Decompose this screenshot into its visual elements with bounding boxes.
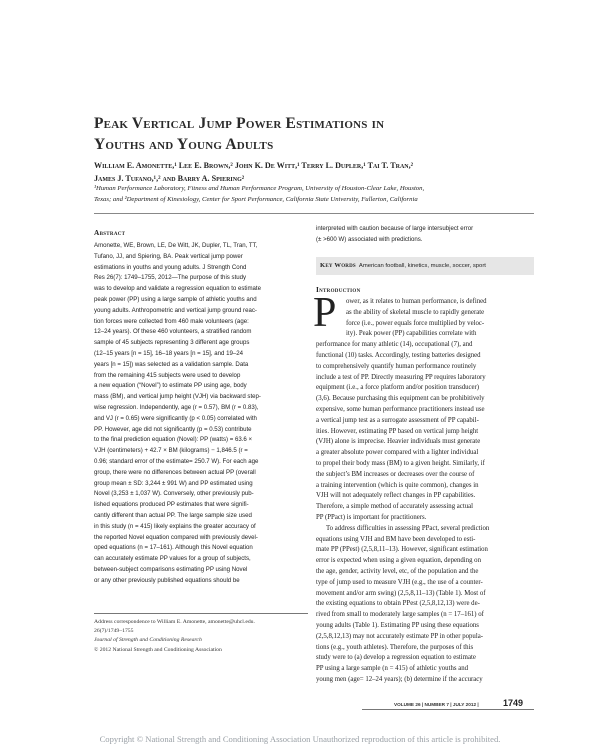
abstract-continuation (316, 224, 536, 246)
introduction-line: equations using VJH and BM have been developed to esti- (316, 535, 476, 543)
abstract-line: lished equations produced PP estimates that were signifi- (94, 501, 249, 509)
abstract-line: from the remaining 415 subjects were used to develop (94, 371, 241, 379)
abstract-line: (12–15 years [n = 15], 16–18 years [n = 15], and 19–24 (94, 349, 244, 357)
abstract-line: was to develop and validate a regression equation to estimate (94, 285, 262, 293)
author-line: James J. Tufano,¹,² and Barry A. Spiering² (94, 173, 245, 183)
key-words-box (316, 257, 534, 275)
introduction-line: (3,6). Because purchasing this equipment can be prohibitively (316, 395, 485, 403)
introduction-line: a training intervention (which is quite common), changes in (316, 481, 479, 489)
key-words-text: American football, kinetics, muscle, soccer, sport (358, 263, 486, 269)
introduction-line: PP (PPact) is important for practitioners. (316, 513, 427, 521)
drop-cap: P (313, 290, 337, 336)
abstract-line: 12–24 years). Of these 460 volunteers, a stratified random (94, 328, 252, 336)
abstract-line: the reported Novel equation compared with previously devel- (94, 533, 258, 541)
abstract-line: oped equations (n = 17–161). Although this Novel equation (94, 544, 253, 552)
abstract-line: and VJ (r = 0.65) were significantly (p < 0.05) correlated with (94, 414, 257, 422)
affiliation-line: ¹Human Performance Laboratory, Fitness and Human Performance Program, University of Houston-Clear Lake, Houston, (94, 185, 425, 192)
header-divider (94, 213, 534, 214)
abstract-heading: Abstract (94, 228, 126, 237)
introduction-line: PP using a large sample (n = 415) of athletic youths and (316, 665, 469, 673)
abstract-line: cantly different than actual PP. The large sample size used (94, 511, 252, 519)
abstract-line: Tufano, JJ, and Spiering, BA. Peak vertical jump power (94, 252, 243, 260)
introduction-line: force (i.e., power equals force multiplied by veloc- (346, 319, 485, 327)
abstract-line: PP. However, age did not significantly (p = 0.53) contribute (94, 425, 252, 433)
abstract-line: Res 26(7): 1749–1755, 2012—The purpose of this study (94, 274, 247, 282)
abstract-line: 0.96; standard error of the estimate= 250.7 W). For each age (94, 457, 259, 465)
abstract-line: a new equation (“Novel”) to estimate PP using age, body (94, 382, 247, 390)
abstract-line: VJH (centimeters) + 42.7 × BM (kilograms) − 1,846.5 (r = (94, 447, 248, 455)
introduction-line: young men (age= 12–24 years); (b) determine if the accuracy (316, 675, 483, 683)
footnote (94, 618, 308, 655)
abstract-body (94, 241, 308, 587)
abstract-line: years [n = 15]) was selected as a validation sample. Data (94, 360, 249, 368)
author-line: William E. Amonette,¹ Lee E. Brown,² John K. De Witt,¹ Terry L. Dupler,¹ Tai T. Tran,² (94, 161, 414, 170)
introduction-line: to propel their body mass (BM) to a given height. Similarly, if (316, 459, 485, 467)
abstract-line: group mean ± SD: 3,244 ± 991 W) and PP estimated using (94, 479, 253, 487)
abstract-line: can accurately estimate PP values for a group of subjects, (94, 555, 251, 563)
folio-rule (362, 709, 534, 710)
abstract-line: wise regression. Independently, age (r = 0.57), BM (r = 0.83), (94, 403, 259, 411)
introduction-line: VJH will not adequately reflect changes in PP capabilities. (316, 492, 476, 500)
introduction-line: functional (10) tasks. Accordingly, testing batteries designed (316, 351, 481, 359)
abstract-line: Amonette, WE, Brown, LE, De Witt, JK, Dupler, TL, Tran, TT, (94, 242, 258, 249)
article-title (94, 113, 534, 155)
abstract-line: in this study (n = 415) likely explains the greater accuracy of (94, 522, 256, 530)
abstract-line: or any other previously published equations should be (94, 576, 240, 584)
abstract-line: mass (BM), and vertical jump height (VJH) via backward step- (94, 393, 261, 401)
abstract-line: Novel (3,253 ± 1,037 W). Conversely, other previously pub- (94, 490, 254, 498)
introduction-line: type of jump used to measure VJH (e.g., the use of a counter- (316, 578, 483, 586)
abstract-line: peak power (PP) using a large sample of athletic youths and (94, 295, 257, 303)
introduction-line: mate PP (PPest) (2,5,8,11–13). However, significant estimation (316, 546, 488, 554)
abstract-line: tion forces were collected from 460 male volunteers (age: (94, 317, 249, 325)
introduction-line: movement and/or arm swing) (2,5,8,11–13) (Table 1). Most of (316, 589, 486, 597)
footnote-line: 26(7)/1749–1755 (94, 628, 134, 635)
introduction-line: performance for many athletic (14), occupational (7), and (316, 341, 473, 349)
introduction-line: the existing equations to obtain PPest (2,5,8,12,13) were de- (316, 600, 480, 608)
affiliations (94, 184, 534, 205)
introduction-line: Therefore, a simple method of accurately assessing actual (316, 503, 474, 511)
introduction-heading: Introduction (316, 285, 361, 294)
introduction-line: study were to (a) develop a regression equation to estimate (316, 654, 476, 662)
introduction-body (316, 297, 536, 686)
abstract-line: sample of 45 subjects representing 3 different age groups (94, 339, 250, 347)
introduction-line: (2,5,8,12,13) may not accurately estimate PP in other popula- (316, 632, 483, 640)
introduction-line: the subject’s BM increases or decreases over the course of (316, 470, 475, 478)
introduction-line: to comprehensively quantify human performance routinely (316, 362, 477, 370)
introduction-line: ity). Peak power (PP) capabilities correlate with (346, 330, 477, 338)
introduction-line: To address difficulties in assessing PPact, several prediction (326, 524, 490, 532)
author-list (94, 160, 534, 185)
introduction-line: a greater absolute power compared with a lighter individual (316, 449, 479, 457)
title-line: Peak Vertical Jump Power Estimations in (94, 115, 385, 132)
introduction-line: equipment (i.e., a force platform and/or position transducer) (316, 384, 480, 392)
introduction-line: a vertical jump test as a surrogate assessment of PP capabil- (316, 416, 479, 424)
introduction-line: ower, as it relates to human performance, is defined (346, 298, 487, 305)
page-number: 1749 (503, 698, 524, 708)
abstract-line: estimations in youths and young adults. J Strength Cond (94, 263, 247, 271)
title-line: Youths and Young Adults (94, 136, 274, 153)
introduction-line: include a test of PP. Directly measuring PP requires laboratory (316, 373, 486, 381)
abstract-line: to the final prediction equation (Novel): PP (watts) = 63.6 × (94, 436, 253, 444)
abstract-line: interpreted with caution because of large intersubject error (316, 225, 474, 232)
copyright-notice: Copyright © National Strength and Conditioning Association Unauthorized reproduction of this article is prohibited. (99, 734, 501, 744)
abstract-line: (± >600 W) associated with predictions. (316, 235, 423, 243)
key-words-label: Key Words (320, 262, 356, 269)
issue-info: VOLUME 26 | NUMBER 7 | JULY 2012 | (394, 702, 479, 707)
introduction-line: (VJH) alone is imprecise. Heavier individuals must generate (316, 438, 481, 446)
abstract-line: between-subject comparisons estimating PP using Novel (94, 565, 248, 573)
introduction-line: as the ability of skeletal muscle to rapidly generate (346, 308, 485, 316)
abstract-line: group, there were no differences between actual PP (overall (94, 468, 256, 476)
footnote-divider (94, 613, 308, 614)
footnote-line: © 2012 National Strength and Conditioning Association (94, 646, 222, 653)
introduction-line: expensive, some human performance practitioners instead use (316, 405, 485, 413)
introduction-line: the age, gender, activity level, etc, of the population and the (316, 567, 479, 575)
footnote-line: Address correspondence to William E. Amonette, amonette@uhcl.edu. (94, 619, 255, 625)
abstract-line: young adults. Anthropometric and vertical jump ground reac- (94, 306, 257, 314)
introduction-line: ities. However, estimating PP based on vertical jump height (316, 427, 479, 435)
footnote-line: Journal of Strength and Conditioning Research (94, 637, 202, 644)
introduction-line: rived from small to moderately large samples (n = 17–161) of (316, 611, 484, 619)
affiliation-line: Texas; and ²Department of Kinesiology, Center for Sport Performance, California State University, Fullerton, California (94, 195, 418, 203)
introduction-line: error is expected when using a given equation, depending on (316, 557, 481, 565)
introduction-line: young adults (Table 1). Estimating PP using these equations (316, 621, 479, 629)
introduction-line: tions (e.g., youth athletes). Therefore, the purposes of this (316, 643, 474, 651)
